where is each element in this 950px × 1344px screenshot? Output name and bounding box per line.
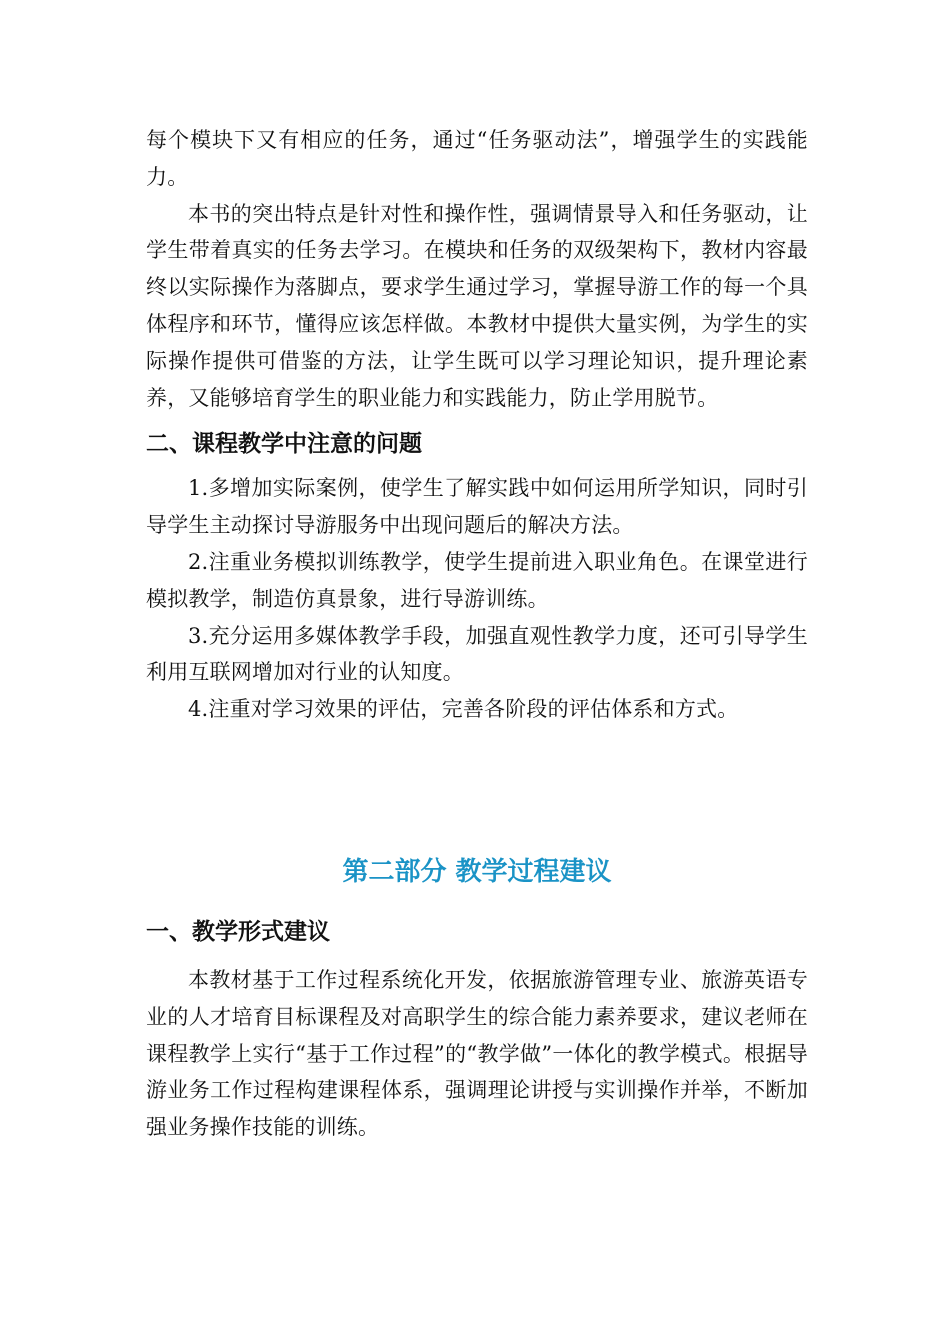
document-page xyxy=(146,122,808,1146)
section-heading-teaching-form: 一、教学形式建议 xyxy=(146,918,330,945)
intro-paragraph-1: 每个模块下又有相应的任务，通过“任务驱动法”，增强学生的实践能力。 xyxy=(146,128,808,189)
teaching-form-paragraph: 本教材基于工作过程系统化开发，依据旅游管理专业、旅游英语专业的人才培育目标课程及对高职学生的综合能力素养要求，建议老师在课程教学上实行“基于工作过程”的“教学做”一体化的教学模式。根据导游业务工作过程构建课程体系，强调理论讲授与实训操作并举，不断加强业务操作技能的训练。 xyxy=(146,967,808,1140)
part-title: 第二部分 教学过程建议 xyxy=(342,856,612,887)
issue-item-1: 1.多增加实际案例，使学生了解实践中如何运用所学知识，同时引导学生主动探讨导游服务中出现问题后的解决方法。 xyxy=(146,476,808,538)
intro-paragraph-2: 本书的突出特点是针对性和操作性，强调情景导入和任务驱动，让学生带着真实的任务去学习。在模块和任务的双级架构下，教材内容最终以实际操作为落脚点，要求学生通过学习，掌握导游工作的每一个具体程序和环节，懂得应该怎样做。本教材中提供大量实例，为学生的实际操作提供可借鉴的方法，让学生既可以学习理论知识，提升理论素养，又能够培育学生的职业能力和实践能力，防止学用脱节。 xyxy=(146,201,808,410)
section-heading-teaching-issues: 二、课程教学中注意的问题 xyxy=(146,431,422,458)
issue-item-3: 3.充分运用多媒体教学手段，加强直观性教学力度，还可引导学生利用互联网增加对行业的认知度。 xyxy=(146,623,808,685)
issue-item-2: 2.注重业务模拟训练教学，使学生提前进入职业角色。在课堂进行模拟教学，制造仿真景象，进行导游训练。 xyxy=(146,549,808,611)
issue-item-4: 4.注重对学习效果的评估，完善各阶段的评估体系和方式。 xyxy=(188,697,739,722)
